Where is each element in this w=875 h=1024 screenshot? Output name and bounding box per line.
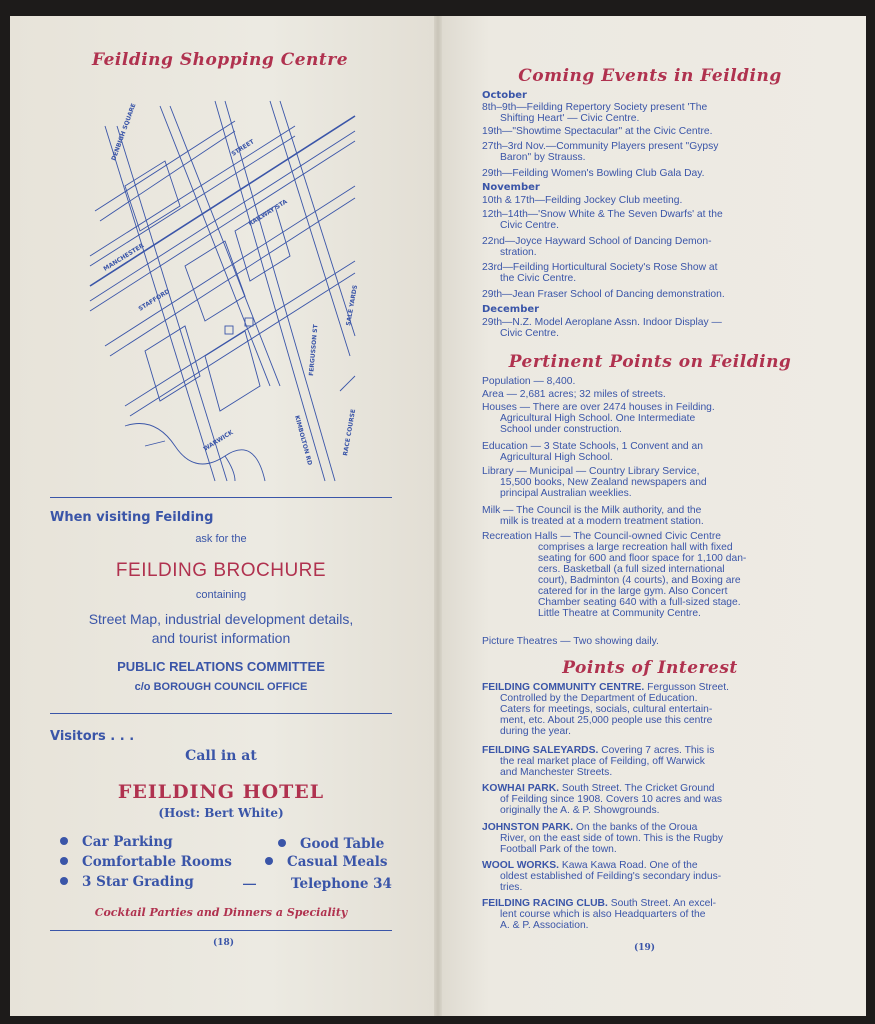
interest-saleyards [482, 745, 818, 778]
entry-line: stration. [500, 247, 537, 258]
committee-name: PUBLIC RELATIONS COMMITTEE [117, 659, 325, 674]
contents-line: Street Map, industrial development details, [88, 611, 354, 627]
feature-label: Good Table [300, 836, 385, 852]
entry-line: Library — Municipal — Country Library Service, [482, 466, 700, 477]
entry-line: Agricultural High School. [500, 452, 613, 463]
cocktail-line: Cocktail Parties and Dinners a Speciality [94, 906, 348, 919]
brochure-name: FEILDING BROCHURE [115, 560, 327, 581]
entry-line: 23rd—Feilding Horticultural Society's Rose Show at [482, 262, 718, 273]
bullet-icon [60, 837, 68, 845]
entry-line: court), Badminton (4 courts), and Boxing are [538, 575, 741, 586]
fact-population: Population — 8,400. [482, 376, 576, 387]
entry-line: 22nd—Joyce Hayward School of Dancing Demon- [482, 236, 712, 247]
entry-line: Civic Centre. [500, 220, 559, 231]
feature-label: Car Parking [82, 834, 173, 850]
entry-line: Caters for meetings, socials, cultural entertain- [500, 704, 713, 715]
map-street-line [105, 186, 355, 346]
entry-line: A. & P. Association. [500, 920, 589, 931]
interest-racing-club [482, 898, 818, 931]
committee-address: c/o BOROUGH COUNCIL OFFICE [134, 681, 308, 693]
map-label: RAILWAY STA [247, 198, 289, 228]
map-label: MANCHESTER [102, 242, 146, 273]
event-entry [482, 236, 818, 258]
map-river [125, 424, 265, 482]
bullet-icon [265, 857, 273, 865]
feature-label: 3 Star Grading [82, 874, 194, 890]
map-label: STAFFORD [137, 287, 172, 313]
map-arrow [145, 441, 165, 446]
map-label: SALE YARDS [345, 284, 360, 327]
interest-name: KOWHAI PARK. [482, 783, 560, 794]
entry-line: Controlled by the Department of Education. [500, 693, 698, 704]
hotel-name: FEILDING HOTEL [117, 781, 325, 803]
map-river [225, 456, 235, 481]
map-street-line [225, 101, 335, 481]
feature-label: Comfortable Rooms [82, 854, 232, 870]
entry-line: 29th—N.Z. Model Aeroplane Assn. Indoor Display — [482, 317, 722, 328]
map-label: DENBIGH SQUARE [110, 102, 138, 162]
entry-line: ment, etc. About 25,000 people use this centre [500, 715, 713, 726]
month-december: December [482, 304, 540, 315]
entry-line: Agricultural High School. One Intermediate [500, 413, 696, 424]
event-entry: 29th—Jean Fraser School of Dancing demonstration. [482, 289, 725, 300]
entry-line: the real market place of Feilding, off Warwick [500, 756, 705, 767]
street-map [85, 86, 360, 481]
fact-recreation [482, 531, 818, 619]
hotel-host: (Host: Bert White) [158, 806, 284, 820]
feature-telephone: Telephone 34 [291, 876, 392, 892]
entry-line: originally the A. & P. Showgrounds. [500, 805, 660, 816]
map-block [205, 331, 260, 411]
visitors-heading: Visitors . . . [50, 729, 135, 744]
entry-line: Chamber seating 640 with a full-sized stage. [538, 597, 741, 608]
visiting-text: When visiting Feilding [50, 510, 214, 525]
entry-line: Milk — The Council is the Milk authority, and the [482, 505, 702, 516]
entry-line: Kawa Kawa Road. One of the [561, 860, 698, 871]
bullet-icon [278, 839, 286, 847]
entry-line: and Manchester Streets. [500, 767, 613, 778]
event-entry: 10th & 17th—Feilding Jockey Club meeting. [482, 195, 683, 206]
entry-line: South Street. The Cricket Ground [561, 783, 715, 794]
map-arrow [340, 376, 355, 391]
entry-line: Civic Centre. [500, 328, 559, 339]
event-entry: 29th—Feilding Women's Bowling Club Gala Day. [482, 168, 705, 179]
page-number-left: (18) [213, 938, 235, 948]
shopping-centre-title: Feilding Shopping Centre [91, 50, 349, 70]
entry-line: 15,500 books, New Zealand newspapers and [500, 477, 707, 488]
entry-line: Houses — There are over 2474 houses in Feilding. [482, 402, 715, 413]
event-entry: 19th—"Showtime Spectacular" at the Civic Centre. [482, 126, 713, 137]
entry-line: Shifting Heart' — Civic Centre. [500, 113, 640, 124]
interest-johnston-park [482, 822, 818, 855]
entry-line: On the banks of the Oroua [576, 822, 698, 833]
page-gutter [434, 16, 442, 1016]
ask-for-text: ask for the [195, 533, 247, 545]
divider [50, 497, 392, 498]
bullet-icon [60, 877, 68, 885]
fact-area: Area — 2,681 acres; 32 miles of streets. [482, 389, 666, 400]
feature-casual-meals [265, 854, 388, 870]
map-street-line [215, 101, 325, 481]
fact-milk [482, 505, 818, 527]
entry-line: principal Australian weeklies. [500, 488, 632, 499]
map-street-line [90, 131, 355, 301]
interest-community-centre [482, 682, 818, 737]
fact-houses [482, 402, 818, 435]
map-label: STREET [230, 138, 256, 158]
entry-line: Baron" by Strauss. [500, 152, 586, 163]
entry-line: comprises a large recreation hall with fixed [538, 542, 733, 553]
entry-line: Recreation Halls — The Council-owned Civic Centre [482, 531, 722, 542]
divider [50, 713, 392, 714]
bullet-icon [60, 857, 68, 865]
interest-name: JOHNSTON PARK. [482, 822, 574, 833]
entry-line: Fergusson Street. [647, 682, 729, 693]
entry-line: milk is treated at a modern treatment station. [500, 516, 704, 527]
entry-line: lent course which is also Headquarters of the [500, 909, 706, 920]
divider [50, 930, 392, 931]
entry-line: 27th–3rd Nov.—Community Players present "Gypsy [482, 141, 719, 152]
entry-line: River, on the east side of town. This is the Rugby [500, 833, 724, 844]
month-november: November [482, 182, 540, 193]
map-block [185, 241, 245, 321]
entry-line: South Street. An excel- [610, 898, 717, 909]
entry-line: Covering 7 acres. This is [601, 745, 715, 756]
interest-kowhai-park [482, 783, 818, 816]
entry-line: seating for 600 and floor space for 1,100 dan- [538, 553, 747, 564]
feature-car-parking [60, 834, 173, 850]
fact-picture-theatres: Picture Theatres — Two showing daily. [482, 636, 659, 647]
call-in-text: Call in at [185, 748, 257, 764]
feature-good-table [278, 836, 384, 852]
interest-name: FEILDING SALEYARDS. [482, 745, 599, 756]
event-entry [482, 141, 818, 163]
events-title: Coming Events in Feilding [518, 66, 782, 86]
entry-line: of Feilding since 1908. Covers 10 acres and was [500, 794, 723, 805]
feature-comfortable-rooms [60, 854, 232, 870]
feature-star-grading [60, 874, 194, 890]
map-street-line [95, 121, 235, 211]
entry-line: cers. Basketball (a full sized international [538, 564, 725, 575]
interest-name: FEILDING COMMUNITY CENTRE. [482, 682, 645, 693]
entry-line: Football Park of the town. [500, 844, 617, 855]
entry-line: Education — 3 State Schools, 1 Convent and an [482, 441, 703, 452]
map-square [225, 326, 233, 334]
brochure-contents [50, 610, 392, 648]
entry-line: 8th–9th—Feilding Repertory Society present 'The [482, 102, 708, 113]
map-street-line [90, 136, 295, 266]
feature-dash: — [243, 876, 256, 891]
entry-line: the Civic Centre. [500, 273, 577, 284]
map-label: KIMBOLTON RD [293, 414, 314, 467]
points-title: Pertinent Points on Feilding [508, 352, 792, 372]
interest-name: WOOL WORKS. [482, 860, 560, 871]
entry-line: during the year. [500, 726, 571, 737]
map-label: RACE COURSE [342, 408, 358, 457]
contents-line: and tourist information [151, 630, 291, 646]
interest-title: Points of Interest [562, 658, 738, 678]
month-october: October [482, 90, 527, 101]
feature-label: Casual Meals [287, 854, 388, 870]
containing-text: containing [195, 589, 247, 601]
fact-library [482, 466, 818, 499]
entry-line: oldest established of Feilding's secondary indus- [500, 871, 722, 882]
event-entry [482, 317, 818, 339]
map-label: WARWICK [202, 428, 235, 453]
interest-name: FEILDING RACING CLUB. [482, 898, 608, 909]
entry-line: School under construction. [500, 424, 622, 435]
entry-line: Little Theatre at Community Centre. [538, 608, 701, 619]
entry-line: catered for in the large gym. Also Concert [538, 586, 728, 597]
event-entry [482, 209, 818, 231]
map-label: FERGUSSON ST [308, 324, 320, 377]
entry-line: tries. [500, 882, 523, 893]
map-block [125, 161, 180, 231]
interest-wool-works [482, 860, 818, 893]
fact-education [482, 441, 818, 463]
event-entry [482, 102, 818, 124]
event-entry [482, 262, 818, 284]
page-number-right: (19) [634, 943, 656, 953]
entry-line: 12th–14th—'Snow White & The Seven Dwarfs' at the [482, 209, 723, 220]
